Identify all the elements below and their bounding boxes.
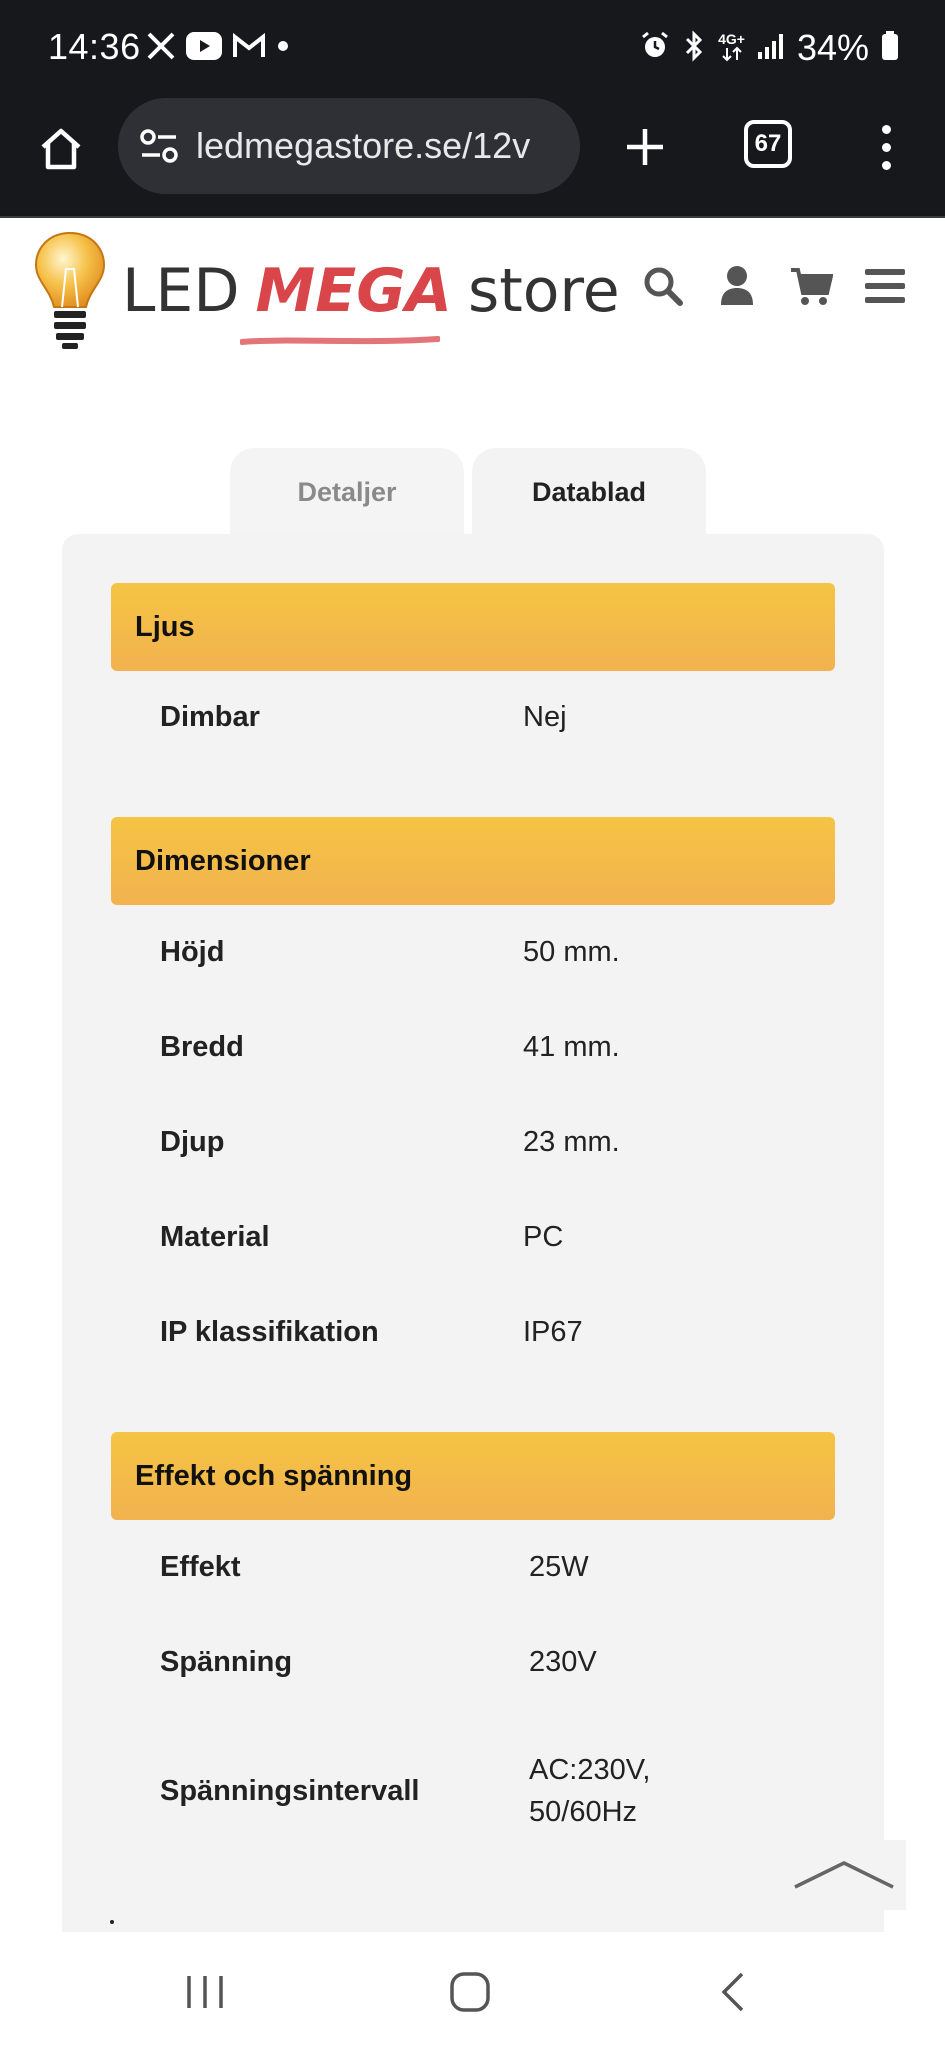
logo-store: store: [467, 256, 620, 326]
spec-value: 41 mm.: [523, 1031, 620, 1063]
menu-dot: [882, 161, 891, 170]
spec-value: [529, 1749, 789, 1833]
spec-label: Spänning: [160, 1646, 293, 1678]
network-label: 4G+: [718, 31, 745, 47]
spec-value: 230V: [529, 1646, 597, 1678]
spec-label: Spänningsintervall: [160, 1774, 420, 1807]
spec-value: 50 mm.: [523, 936, 620, 968]
section-effekt: [111, 1432, 835, 1872]
browser-menu-button[interactable]: [868, 116, 904, 178]
back-icon: [716, 1970, 752, 2014]
section-header: Effekt och spänning: [111, 1432, 835, 1520]
status-bar: [0, 0, 945, 96]
x-icon: [146, 31, 176, 66]
system-icons: [640, 28, 899, 68]
menu-dot: [882, 143, 891, 152]
spec-row: [111, 671, 835, 763]
spec-value: IP67: [523, 1316, 583, 1348]
logo-swoosh: [240, 334, 440, 348]
spec-value: Nej: [523, 700, 567, 733]
lightbulb-icon: [32, 229, 108, 353]
signal-icon: [757, 32, 785, 65]
spec-value-line: AC:230V,: [529, 1754, 651, 1786]
browser-toolbar: [0, 96, 945, 216]
search-icon[interactable]: [641, 264, 685, 308]
spec-row: [111, 1520, 835, 1615]
spec-row: [111, 1710, 835, 1872]
logo-led: LED: [122, 256, 240, 326]
menu-dot: [882, 125, 891, 134]
spec-row: [111, 1190, 835, 1285]
youtube-icon: [186, 32, 222, 65]
spec-label: Höjd: [160, 936, 225, 968]
notification-icons: [146, 30, 290, 66]
stray-dot: [110, 1920, 114, 1924]
gmail-icon: [232, 32, 266, 65]
tab-detaljer[interactable]: Detaljer: [230, 448, 464, 536]
logo-mega: MEGA: [255, 256, 452, 326]
spec-value: PC: [523, 1221, 564, 1253]
section-ljus: [111, 583, 835, 763]
alarm-icon: [640, 31, 670, 66]
bluetooth-icon: [682, 30, 706, 67]
product-tabs: [230, 448, 706, 536]
spec-row: [111, 1285, 835, 1380]
back-button[interactable]: [704, 1962, 764, 2022]
battery-icon: [881, 31, 899, 66]
spec-value-line: 50/60Hz: [529, 1796, 638, 1828]
plus-icon: [623, 125, 667, 169]
cart-icon[interactable]: [789, 264, 833, 308]
system-nav-bar: [0, 1932, 945, 2048]
section-dimensioner: [111, 817, 835, 1380]
spec-row: [111, 1000, 835, 1095]
recents-icon: [183, 1972, 227, 2012]
browser-home-button[interactable]: [30, 118, 92, 180]
spec-label: Effekt: [160, 1551, 241, 1583]
site-header: [0, 216, 945, 362]
recents-button[interactable]: [175, 1962, 235, 2022]
address-bar[interactable]: [118, 98, 580, 194]
tab-datablad[interactable]: Datablad: [472, 448, 706, 536]
spec-row: [111, 905, 835, 1000]
home-icon: [448, 1970, 492, 2014]
spec-row: [111, 1615, 835, 1710]
status-time: 14:36: [48, 26, 141, 67]
url-text: ledmegastore.se/12v: [196, 125, 531, 166]
spec-label: Bredd: [160, 1031, 244, 1063]
scroll-to-top-button[interactable]: [782, 1840, 906, 1910]
battery-percent: 34%: [796, 27, 869, 68]
user-icon[interactable]: [715, 264, 759, 308]
logo-wordmark: [122, 256, 620, 326]
spec-label: Material: [160, 1221, 270, 1253]
datasheet-panel: [62, 534, 884, 1934]
spec-label: IP klassifikation: [160, 1316, 379, 1348]
hamburger-icon[interactable]: [863, 264, 907, 308]
new-tab-button[interactable]: [614, 116, 676, 178]
header-actions: [641, 264, 907, 308]
home-icon: [37, 125, 85, 173]
section-header: Ljus: [111, 583, 835, 671]
dot-icon: [276, 39, 290, 58]
site-logo[interactable]: [32, 226, 620, 356]
spec-label: Djup: [160, 1126, 225, 1158]
chevron-up-icon: [791, 1857, 897, 1893]
home-button[interactable]: [440, 1962, 500, 2022]
4g-icon: [718, 32, 745, 64]
spec-value: 25W: [529, 1551, 589, 1583]
spec-row: [111, 1095, 835, 1190]
spec-value: 23 mm.: [523, 1126, 620, 1158]
section-header: Dimensioner: [111, 817, 835, 905]
site-settings-icon[interactable]: [138, 125, 180, 167]
product-content: [0, 362, 945, 1932]
spec-label: Dimbar: [160, 700, 260, 733]
tab-switcher-button[interactable]: 67: [744, 120, 792, 168]
